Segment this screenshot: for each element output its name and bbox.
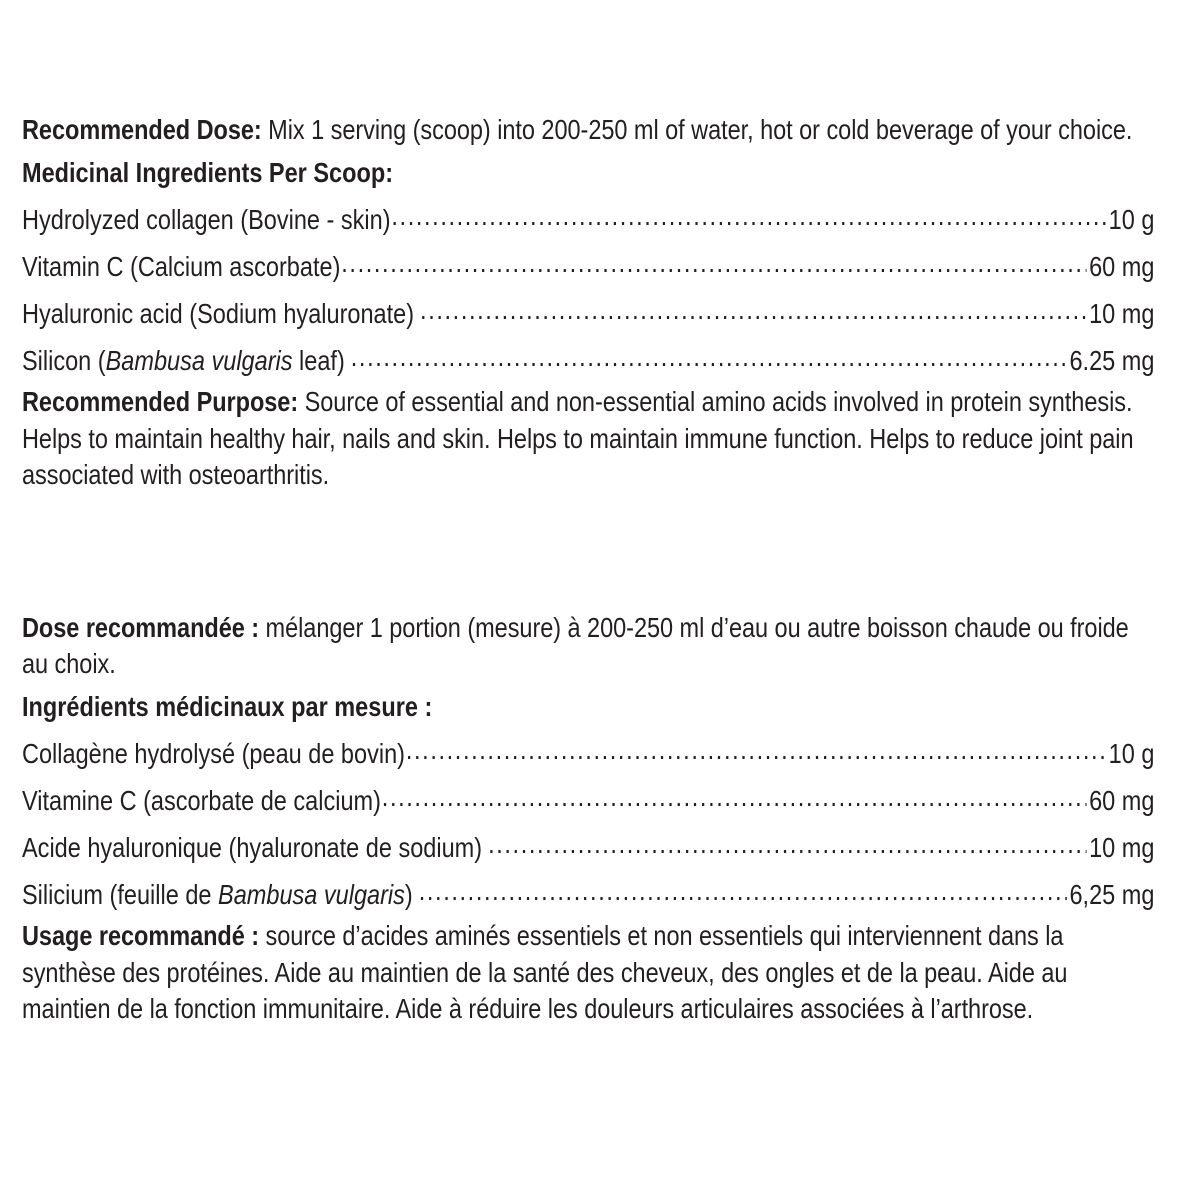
ingredients-medicinaux-heading: Ingrédients médicinaux par mesure : <box>22 690 433 722</box>
ingredient-name-part: Acide hyaluronique (hyaluronate de sodium) <box>22 832 483 863</box>
ingredient-row <box>22 824 1154 871</box>
ingredient-name <box>22 337 345 384</box>
dot-leader <box>488 830 1086 858</box>
english-ingredients-list <box>22 196 1154 384</box>
ingredient-latin-name: Bambusa vulgaris <box>105 345 293 376</box>
recommended-dose-paragraph <box>22 112 1154 149</box>
dot-leader <box>391 202 1106 230</box>
dot-leader <box>351 343 1067 371</box>
ingredient-name-suffix: leaf) <box>292 345 345 376</box>
ingredient-row <box>22 196 1154 243</box>
ingredient-name-part: Vitamin C (Calcium ascorbate) <box>22 251 341 282</box>
ingredient-name-part: Hyaluronic acid (Sodium hyaluronate) <box>22 298 415 329</box>
ingredient-amount: 60 mg <box>1089 251 1155 282</box>
ingredient-row <box>22 730 1154 777</box>
ingredient-name <box>22 243 340 290</box>
recommended-purpose-paragraph <box>22 384 1154 494</box>
dot-leader <box>419 877 1067 905</box>
ingredient-name <box>22 777 381 824</box>
dose-recommandee-paragraph <box>22 610 1154 683</box>
ingredient-row <box>22 243 1154 290</box>
ingredient-amount: 6,25 mg <box>1069 879 1155 910</box>
usage-recommande-label: Usage recommandé : <box>22 920 260 951</box>
ingredient-name <box>22 730 405 777</box>
ingredient-name <box>22 290 414 337</box>
dot-leader <box>382 783 1087 811</box>
french-ingredients-list <box>22 730 1154 918</box>
ingredient-name <box>22 824 482 871</box>
dot-leader <box>420 296 1086 324</box>
medicinal-ingredients-heading: Medicinal Ingredients Per Scoop: <box>22 156 394 188</box>
usage-recommande-text: source d’acides aminés essentiels et non essentiels qui interviennent dans la synthèse des protéines. Aide au maintien de la santé des cheveux, des ongles et de la peau. Aide au maintien de la fonction immunitaire. Aide à réduire les douleurs articulaires associées à l’arthrose. <box>22 920 1068 1024</box>
ingredient-name <box>22 196 391 243</box>
ingredient-name-suffix: ) <box>404 879 413 910</box>
ingredient-amount: 6.25 mg <box>1069 345 1155 376</box>
ingredient-name <box>22 871 413 918</box>
language-block-divider <box>22 498 1155 610</box>
recommended-purpose-label: Recommended Purpose: <box>22 386 299 417</box>
ingredient-name-part: Collagène hydrolysé (peau de bovin) <box>22 738 405 769</box>
ingredient-name-part: Silicium (feuille de <box>22 879 219 910</box>
ingredient-name-part: Vitamine C (ascorbate de calcium) <box>22 785 381 816</box>
ingredient-latin-name: Bambusa vulgaris <box>218 879 405 910</box>
ingredient-amount: 10 g <box>1108 204 1155 235</box>
french-section <box>22 610 1154 1028</box>
ingredient-row <box>22 337 1154 384</box>
ingredient-name-part: Hydrolyzed collagen (Bovine - skin) <box>22 204 391 235</box>
recommended-purpose-text: Source of essential and non-essential amino acids involved in protein synthesis. Helps to maintain healthy hair, nails and skin. Helps to maintain immune function. Helps to reduce joint pain associated with osteoarthritis. <box>22 386 1134 490</box>
dot-leader <box>341 249 1086 277</box>
dose-recommandee-label: Dose recommandée : <box>22 611 260 643</box>
ingredient-row <box>22 777 1154 824</box>
ingredient-name-part: Silicon ( <box>22 345 106 376</box>
recommended-dose-label: Recommended Dose: <box>22 114 262 145</box>
ingredient-row <box>22 290 1154 337</box>
ingredient-row <box>22 871 1154 918</box>
ingredient-amount: 10 mg <box>1089 832 1155 863</box>
english-section <box>22 112 1154 494</box>
usage-recommande-paragraph <box>22 918 1154 1028</box>
dot-leader <box>406 736 1106 764</box>
recommended-dose-text: Mix 1 serving (scoop) into 200-250 ml of water, hot or cold beverage of your choice. <box>261 114 1133 145</box>
ingredient-amount: 10 g <box>1108 738 1155 769</box>
ingredient-amount: 10 mg <box>1089 298 1155 329</box>
dose-recommandee-text: mélanger 1 portion (mesure) à 200-250 ml d’eau ou autre boisson chaude ou froide au choix. <box>22 611 1129 679</box>
ingredient-amount: 60 mg <box>1089 785 1155 816</box>
